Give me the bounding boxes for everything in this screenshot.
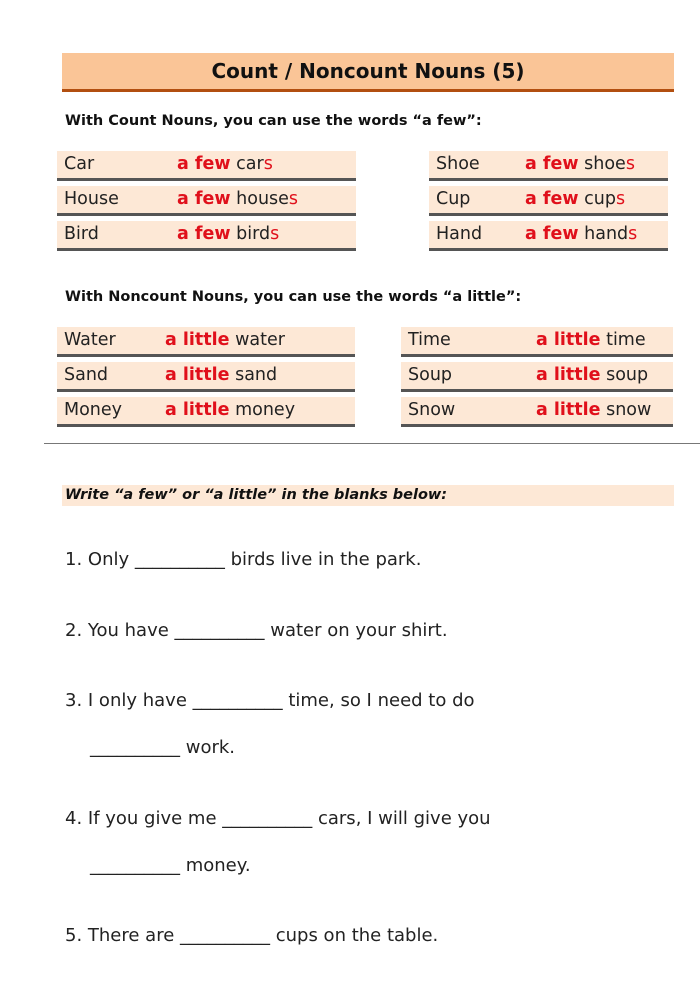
noun-label: Hand xyxy=(436,224,483,244)
exercise-3: 3. I only have __________ time, so I need to do xyxy=(65,690,475,711)
keyword: a few xyxy=(525,189,579,209)
title-text: Count / Noncount Nouns (5) xyxy=(211,59,525,83)
keyword: a little xyxy=(165,365,230,385)
count-row-shoe xyxy=(429,151,668,181)
noun-stem: shoe xyxy=(584,154,626,174)
count-table-left xyxy=(57,151,356,256)
count-row-cup xyxy=(429,186,668,216)
keyword: a little xyxy=(165,330,230,350)
noun-word: time xyxy=(606,330,646,350)
example-phrase xyxy=(525,186,625,213)
exercise-5: 5. There are __________ cups on the table. xyxy=(65,925,439,946)
keyword: a few xyxy=(177,224,231,244)
noun-stem: cup xyxy=(584,189,616,209)
section-divider xyxy=(44,443,700,444)
noun-label: Shoe xyxy=(436,154,480,174)
noun-stem: house xyxy=(236,189,289,209)
exercise-instructions xyxy=(62,485,674,506)
noun-label: Snow xyxy=(408,400,456,420)
exercise-4-continuation: __________ money. xyxy=(90,855,251,876)
count-row-car xyxy=(57,151,356,181)
noun-word: soup xyxy=(606,365,649,385)
example-phrase xyxy=(525,221,637,248)
plural-suffix: s xyxy=(625,154,635,174)
keyword: a few xyxy=(177,189,231,209)
example-phrase xyxy=(536,327,646,354)
example-phrase xyxy=(165,362,277,389)
count-table-right xyxy=(429,151,668,256)
noncount-table-left xyxy=(57,327,355,432)
worksheet-title xyxy=(62,53,674,92)
plural-suffix: s xyxy=(270,224,280,244)
noun-label: Water xyxy=(64,330,116,350)
noncount-row-snow xyxy=(401,397,673,427)
plural-suffix: s xyxy=(628,224,638,244)
keyword: a little xyxy=(536,365,601,385)
noun-stem: car xyxy=(236,154,264,174)
noncount-table-right xyxy=(401,327,673,432)
count-row-hand xyxy=(429,221,668,251)
keyword: a little xyxy=(165,400,230,420)
keyword: a little xyxy=(536,330,601,350)
example-phrase xyxy=(165,397,295,424)
example-phrase xyxy=(177,151,273,178)
noncount-row-soup xyxy=(401,362,673,392)
noncount-row-time xyxy=(401,327,673,357)
count-row-house xyxy=(57,186,356,216)
example-phrase xyxy=(536,397,651,424)
noncount-nouns-intro: With Noncount Nouns, you can use the words “a little”: xyxy=(65,289,522,305)
noun-label: Sand xyxy=(64,365,109,385)
count-row-bird xyxy=(57,221,356,251)
noun-word: water xyxy=(235,330,285,350)
count-nouns-intro: With Count Nouns, you can use the words “a few”: xyxy=(65,113,482,129)
noun-label: Bird xyxy=(64,224,99,244)
example-phrase xyxy=(525,151,635,178)
noun-label: Soup xyxy=(408,365,453,385)
noun-label: Cup xyxy=(436,189,471,209)
noun-word: sand xyxy=(235,365,278,385)
noun-label: House xyxy=(64,189,119,209)
example-phrase xyxy=(165,327,285,354)
noun-label: Time xyxy=(408,330,451,350)
keyword: a few xyxy=(525,224,579,244)
noun-word: money xyxy=(235,400,296,420)
example-phrase xyxy=(177,186,298,213)
plural-suffix: s xyxy=(615,189,626,209)
noncount-row-money xyxy=(57,397,355,427)
noun-stem: bird xyxy=(236,224,271,244)
noun-label: Car xyxy=(64,154,95,174)
keyword: a little xyxy=(536,400,601,420)
keyword: a few xyxy=(177,154,231,174)
keyword: a few xyxy=(525,154,579,174)
plural-suffix: s xyxy=(263,154,273,174)
exercise-1: 1. Only __________ birds live in the park. xyxy=(65,549,422,570)
exercise-4: 4. If you give me __________ cars, I will give you xyxy=(65,808,491,829)
noncount-row-sand xyxy=(57,362,355,392)
exercise-3-continuation: __________ work. xyxy=(90,737,236,758)
exercise-2: 2. You have __________ water on your shirt. xyxy=(65,620,448,641)
example-phrase xyxy=(177,221,279,248)
noncount-row-water xyxy=(57,327,355,357)
noun-label: Money xyxy=(64,400,123,420)
noun-stem: hand xyxy=(584,224,629,244)
example-phrase xyxy=(536,362,648,389)
plural-suffix: s xyxy=(288,189,299,209)
instructions-text: Write “a few” or “a little” in the blanks below: xyxy=(65,487,448,503)
noun-word: snow xyxy=(606,400,652,420)
